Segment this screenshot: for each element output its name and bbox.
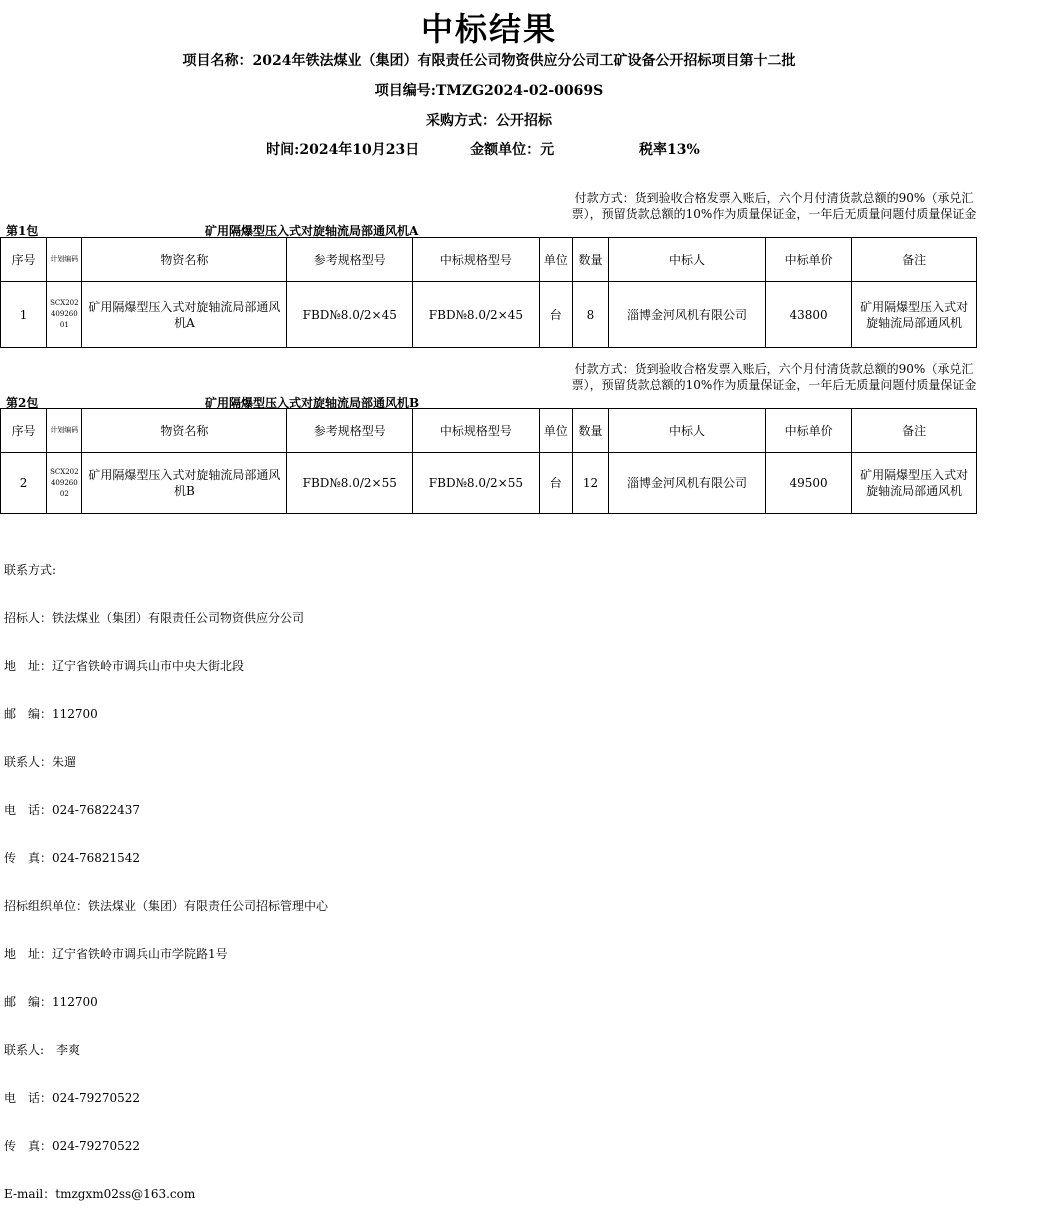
col-header: 中标人 xyxy=(609,409,766,453)
contact-line: 传 真：024-76821542 xyxy=(4,851,141,865)
col-header: 中标单价 xyxy=(765,238,851,282)
package-header-1 xyxy=(0,222,978,238)
cell-no: 2 xyxy=(1,453,47,514)
col-header: 数量 xyxy=(572,238,608,282)
amount-unit: 金额单位：元 xyxy=(470,142,555,158)
col-header: 中标单价 xyxy=(765,409,851,453)
cell-code: SCX202409260 01 xyxy=(47,282,82,348)
col-header: 物资名称 xyxy=(82,409,287,453)
cell-win-spec: FBD№8.0/2×55 xyxy=(413,453,540,514)
cell-winner: 淄博金河风机有限公司 xyxy=(609,453,766,514)
package-name: 矿用隔爆型压入式对旋轴流局部通风机B xyxy=(205,396,420,410)
col-header: 序号 xyxy=(1,409,47,453)
payment-terms-1: 付款方式：货到验收合格发票入账后，六个月付清货款总额的90%（承兑汇票），预留货款总额的10%作为质量保证金，一年后无质量问题付质量保证金 xyxy=(571,191,977,221)
cell-winner: 淄博金河风机有限公司 xyxy=(609,282,766,348)
contact-line: 联系人：朱遛 xyxy=(4,755,77,769)
cell-qty: 8 xyxy=(572,282,608,348)
table-header-row xyxy=(1,409,977,453)
cell-unit: 台 xyxy=(539,453,572,514)
contact-info xyxy=(4,530,328,1218)
cell-ref-spec: FBD№8.0/2×55 xyxy=(287,453,413,514)
page-title: 中标结果 xyxy=(420,10,557,48)
contact-line: 传 真：024-79270522 xyxy=(4,1139,141,1153)
contact-line: 电 话：024-79270522 xyxy=(4,1091,141,1105)
cell-price: 43800 xyxy=(765,282,851,348)
col-header: 物资名称 xyxy=(82,238,287,282)
col-header: 中标规格型号 xyxy=(413,409,540,453)
cell-material: 矿用隔爆型压入式对旋轴流局部通风机A xyxy=(82,282,287,348)
payment-terms-2: 付款方式：货到验收合格发票入账后，六个月付清货款总额的90%（承兑汇票），预留货款总额的10%作为质量保证金，一年后无质量问题付质量保证金 xyxy=(571,362,977,392)
contact-line: 邮 编：112700 xyxy=(4,707,98,721)
contact-line: 联系方式: xyxy=(4,563,57,577)
col-header: 单位 xyxy=(539,238,572,282)
cell-remark: 矿用隔爆型压入式对旋轴流局部通风机 xyxy=(852,453,977,514)
col-header: 计划编码 xyxy=(47,409,82,453)
table-row xyxy=(1,282,977,348)
cell-remark: 矿用隔爆型压入式对旋轴流局部通风机 xyxy=(852,282,977,348)
contact-line: 联系人: 李爽 xyxy=(4,1043,81,1057)
col-header: 序号 xyxy=(1,238,47,282)
cell-ref-spec: FBD№8.0/2×45 xyxy=(287,282,413,348)
contact-line: 电 话：024-76822437 xyxy=(4,803,141,817)
package-label: 第1包 xyxy=(6,224,39,238)
cell-price: 49500 xyxy=(765,453,851,514)
contact-email[interactable]: E-mail：tmzgxm02ss@163.com xyxy=(4,1187,196,1201)
cell-qty: 12 xyxy=(572,453,608,514)
package-table-2 xyxy=(0,408,977,514)
cell-code: SCX20240926002 xyxy=(47,453,82,514)
col-header: 参考规格型号 xyxy=(287,409,413,453)
info-line xyxy=(0,139,978,159)
col-header: 数量 xyxy=(572,409,608,453)
table-header-row xyxy=(1,238,977,282)
cell-no: 1 xyxy=(1,282,47,348)
contact-line: 招标组织单位：铁法煤业（集团）有限责任公司招标管理中心 xyxy=(4,899,329,913)
date: 时间:2024年10月23日 xyxy=(266,142,420,158)
col-header: 中标规格型号 xyxy=(413,238,540,282)
contact-line: 邮 编：112700 xyxy=(4,995,98,1009)
col-header: 中标人 xyxy=(609,238,766,282)
cell-win-spec: FBD№8.0/2×45 xyxy=(413,282,540,348)
package-table-1 xyxy=(0,237,977,348)
package-label: 第2包 xyxy=(6,396,39,410)
contact-line: 地 址：辽宁省铁岭市调兵山市学院路1号 xyxy=(4,947,228,961)
procurement-method: 采购方式：公开招标 xyxy=(426,113,552,129)
project-name: 项目名称：2024年铁法煤业（集团）有限责任公司物资供应分公司工矿设备公开招标项目第十二批 xyxy=(182,53,796,69)
col-header: 计划编码 xyxy=(47,238,82,282)
col-header: 备注 xyxy=(852,238,977,282)
contact-line: 地 址：辽宁省铁岭市调兵山市中央大街北段 xyxy=(4,659,245,673)
col-header: 参考规格型号 xyxy=(287,238,413,282)
cell-material: 矿用隔爆型压入式对旋轴流局部通风机B xyxy=(82,453,287,514)
contact-line: 招标人：铁法煤业（集团）有限责任公司物资供应分公司 xyxy=(4,611,305,625)
col-header: 备注 xyxy=(852,409,977,453)
col-header: 单位 xyxy=(539,409,572,453)
package-name: 矿用隔爆型压入式对旋轴流局部通风机A xyxy=(205,224,419,238)
tax-rate: 税率13% xyxy=(639,142,700,158)
table-row xyxy=(1,453,977,514)
cell-unit: 台 xyxy=(539,282,572,348)
project-number: 项目编号:TMZG2024-02-0069S xyxy=(374,83,604,99)
